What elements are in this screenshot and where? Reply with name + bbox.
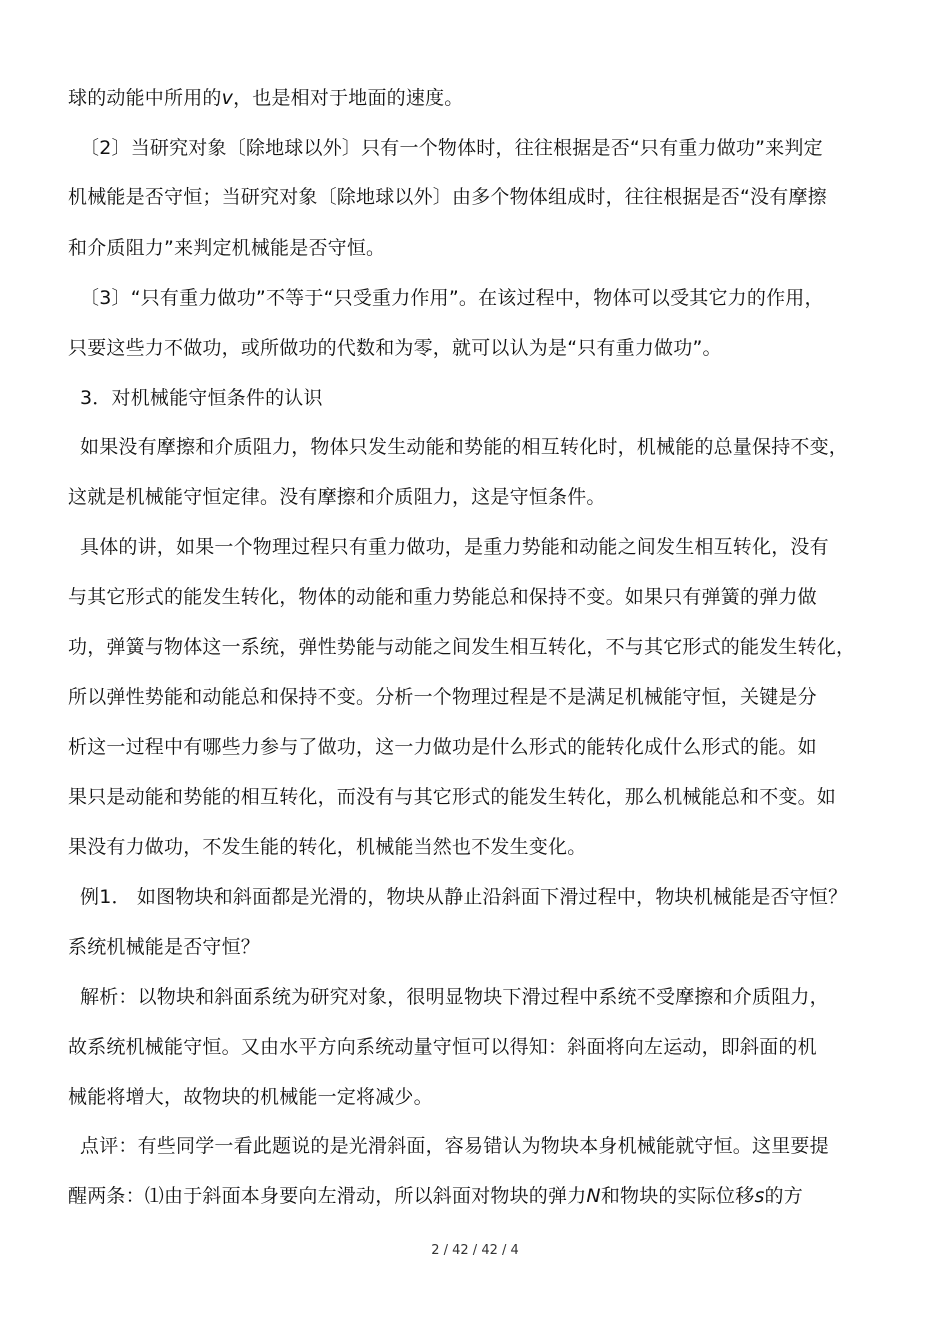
text-line: 析这一过程中有哪些力参与了做功，这一力做功是什么形式的能转化成什么形式的能。如 xyxy=(68,736,817,758)
text-line: 机械能是否守恒；当研究对象〔除地球以外〕由多个物体组成时，往往根据是否“没有摩擦 xyxy=(68,186,827,208)
text-line: 球的动能中所用的v，也是相对于地面的速度。 xyxy=(68,87,464,109)
text-line: 与其它形式的能发生转化，物体的动能和重力势能总和保持不变。如果只有弹簧的弹力做 xyxy=(68,586,817,608)
text-line: 这就是机械能守恒定律。没有摩擦和介质阻力，这是守恒条件。 xyxy=(68,486,606,508)
text-line: 只要这些力不做功，或所做功的代数和为零，就可以认为是“只有重力做功”。 xyxy=(68,337,722,359)
text-line: 故系统机械能守恒。又由水平方向系统动量守恒可以得知：斜面将向左运动，即斜面的机 xyxy=(68,1036,817,1058)
text-line: 〔2〕当研究对象〔除地球以外〕只有一个物体时，往往根据是否“只有重力做功”来判定 xyxy=(80,137,823,159)
text-line: 果只是动能和势能的相互转化，而没有与其它形式的能发生转化，那么机械能总和不变。如 xyxy=(68,786,837,808)
text-line: 具体的讲，如果一个物理过程只有重力做功，是重力势能和动能之间发生相互转化，没有 xyxy=(80,536,829,558)
analysis-line: 解析：以物块和斜面系统为研究对象，很明显物块下滑过程中系统不受摩擦和介质阻力， xyxy=(80,986,829,1008)
text-line: 如果没有摩擦和介质阻力，物体只发生动能和势能的相互转化时，机械能的总量保持不变， xyxy=(80,436,849,458)
text-line: 果没有力做功，不发生能的转化，机械能当然也不发生变化。 xyxy=(68,836,587,858)
text-line: 所以弹性势能和动能总和保持不变。分析一个物理过程是不是满足机械能守恒，关键是分 xyxy=(68,686,817,708)
text-line: 械能将增大，故物块的机械能一定将减少。 xyxy=(68,1086,433,1108)
page-number-footer: 2 / 42 / 42 / 4 xyxy=(431,1243,519,1258)
text-line: 〔3〕“只有重力做功”不等于“只受重力作用”。在该过程中，物体可以受其它力的作用， xyxy=(80,287,824,309)
text-line: 和介质阻力”来判定机械能是否守恒。 xyxy=(68,237,386,259)
text-line: 醒两条：⑴由于斜面本身要向左滑动，所以斜面对物块的弹力N和物块的实际位移s的方 xyxy=(68,1185,803,1207)
comment-line: 点评：有些同学一看此题说的是光滑斜面，容易错认为物块本身机械能就守恒。这里要提 xyxy=(80,1135,829,1157)
text-line: 系统机械能是否守恒？ xyxy=(68,936,261,958)
example-line: 例1． 如图物块和斜面都是光滑的，物块从静止沿斜面下滑过程中，物块机械能是否守恒？ xyxy=(80,886,848,908)
section-heading: 3．对机械能守恒条件的认识 xyxy=(80,387,323,409)
text-line: 功，弹簧与物体这一系统，弹性势能与动能之间发生相互转化，不与其它形式的能发生转化， xyxy=(68,636,856,658)
